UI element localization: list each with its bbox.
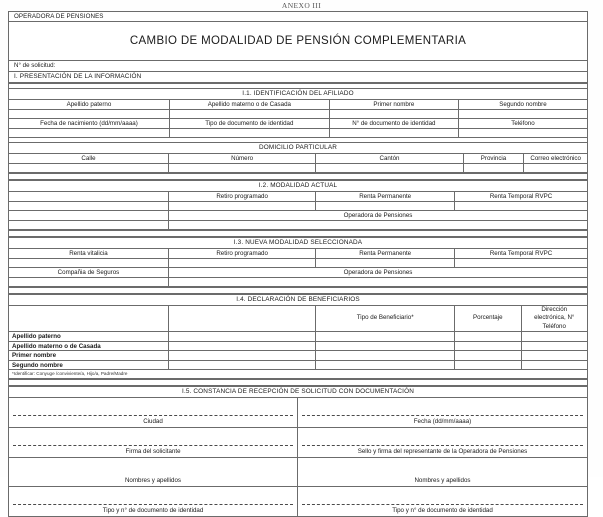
- col-direccion-line-3: Teléfono: [542, 322, 566, 330]
- input-benef-direccion-3[interactable]: [521, 351, 587, 360]
- input-segundo-nombre[interactable]: [458, 110, 587, 118]
- label-firma-solicitante: Firma del solicitante: [125, 448, 181, 455]
- signature-space-fecha[interactable]: [298, 398, 587, 415]
- col-canton: Cantón: [315, 154, 462, 163]
- modalidad-actual-operadora-row: [9, 211, 587, 221]
- domicilio-input-row[interactable]: [9, 164, 587, 173]
- col-beneficiario-blank-1: [9, 306, 168, 331]
- identificacion-header-row-2: [9, 119, 587, 129]
- label-tipo-documento-der: Tipo y n° de documento de identidad: [392, 507, 493, 514]
- nueva-modalidad-check-row[interactable]: [9, 259, 587, 268]
- input-benef-direccion-4[interactable]: [521, 361, 587, 370]
- constancia-cell-documento-der[interactable]: [298, 487, 587, 516]
- input-tipo-documento[interactable]: [169, 129, 329, 137]
- input-operadora-pensiones-nueva[interactable]: [168, 278, 587, 286]
- identificacion-input-row-1[interactable]: [9, 110, 587, 119]
- signature-space-nombres-der[interactable]: [298, 458, 587, 475]
- table-row[interactable]: [9, 342, 587, 352]
- col-direccion-line-1: Dirección: [541, 305, 568, 313]
- input-calle[interactable]: [9, 164, 168, 172]
- check-retiro-programado-nueva[interactable]: [168, 259, 315, 267]
- section-1-5-heading: I.5. CONSTANCIA DE RECEPCIÓN DE SOLICITUD CON DOCUMENTACIÓN: [9, 387, 587, 398]
- input-numero-documento[interactable]: [329, 129, 458, 137]
- constancia-cell-fecha[interactable]: [298, 398, 587, 427]
- col-renta-temporal-rvpc-nueva: Renta Temporal RVPC: [454, 249, 587, 258]
- input-benef-tipo-4[interactable]: [315, 361, 454, 370]
- input-benef-direccion-2[interactable]: [521, 342, 587, 351]
- check-retiro-programado-actual[interactable]: [168, 202, 315, 210]
- section-1-2-heading: I.2. MODALIDAD ACTUAL: [9, 181, 587, 192]
- constancia-row-ciudad-fecha: [9, 398, 587, 428]
- table-row[interactable]: [9, 361, 587, 371]
- input-benef-porcentaje-2[interactable]: [454, 342, 520, 351]
- signature-space-firma-solicitante[interactable]: [9, 428, 297, 445]
- modalidad-actual-operadora-input-row[interactable]: [9, 221, 587, 230]
- section-separator-1: [9, 173, 587, 181]
- nueva-modalidad-entidad-input-row[interactable]: [9, 278, 587, 287]
- anexo-label: ANEXO III: [281, 1, 322, 10]
- label-nombres-apellidos-der: Nombres y apellidos: [414, 477, 471, 484]
- check-renta-permanente-nueva[interactable]: [315, 259, 454, 267]
- modalidad-actual-check-row[interactable]: [9, 202, 587, 211]
- constancia-row-firmas: [9, 428, 587, 458]
- section-separator-2: [9, 230, 587, 238]
- table-row[interactable]: [9, 332, 587, 342]
- constancia-cell-ciudad[interactable]: [9, 398, 298, 427]
- label-compania-seguros: Compañia de Seguros: [57, 269, 120, 276]
- input-provincia[interactable]: [463, 164, 524, 172]
- col-numero-documento: N° de documento de identidad: [329, 119, 458, 128]
- col-numero: Número: [168, 154, 315, 163]
- solicitud-number-field[interactable]: N° de solicitud:: [9, 61, 587, 72]
- input-compania-seguros[interactable]: [9, 278, 168, 286]
- check-renta-permanente-actual[interactable]: [315, 202, 454, 210]
- input-apellido-materno[interactable]: [169, 110, 329, 118]
- label-nombres-apellidos-izq: Nombres y apellidos: [124, 477, 182, 484]
- constancia-row-nombres: [9, 458, 587, 487]
- beneficiarios-footnote: *Identificar: Conyuge /conviviente/a, Hijo/a, Padre/Madre: [9, 370, 587, 379]
- section-1-4-heading: I.4. DECLARACIÓN DE BENEFICIARIOS: [9, 295, 587, 306]
- col-renta-permanente-actual: Renta Permanente: [315, 192, 454, 201]
- domicilio-header-row: [9, 154, 587, 164]
- signature-space-sello-firma[interactable]: [298, 428, 587, 445]
- check-renta-vitalicia[interactable]: [9, 259, 168, 267]
- section-i-band: I. PRESENTACIÓN DE LA INFORMACIÓN: [9, 72, 587, 84]
- input-apellido-paterno[interactable]: [9, 110, 169, 118]
- identificacion-input-row-2[interactable]: [9, 129, 587, 138]
- table-row[interactable]: [9, 351, 587, 361]
- input-benef-porcentaje-1[interactable]: [454, 332, 520, 341]
- col-primer-nombre: Primer nombre: [329, 100, 458, 109]
- col-segundo-nombre: Segundo nombre: [458, 100, 587, 109]
- nueva-modalidad-entidad-row: [9, 268, 587, 278]
- input-benef-primer-nombre[interactable]: [168, 351, 315, 360]
- input-operadora-pensiones-actual[interactable]: [168, 221, 587, 229]
- constancia-row-documento: [9, 487, 587, 516]
- row-label-apellido-paterno: Apellido paterno: [12, 333, 61, 340]
- col-provincia: Provincia: [463, 154, 524, 163]
- section-1-1-heading: I.1. IDENTIFICACIÓN DEL AFILIADO: [9, 89, 587, 100]
- col-telefono: Teléfono: [458, 119, 587, 128]
- col-retiro-programado-actual: Retiro programado: [168, 192, 315, 201]
- section-1-3-heading: I.3. NUEVA MODALIDAD SELECCIONADA: [9, 238, 587, 249]
- check-modalidad-actual-blank[interactable]: [9, 202, 168, 210]
- col-retiro-programado-nueva: Retiro programado: [168, 249, 315, 258]
- input-benef-porcentaje-3[interactable]: [454, 351, 520, 360]
- domicilio-heading: DOMICILIO PARTICULAR: [9, 143, 587, 154]
- constancia-cell-sello-firma[interactable]: [298, 428, 587, 457]
- input-benef-tipo-1[interactable]: [315, 332, 454, 341]
- col-apellido-paterno: Apellido paterno: [66, 101, 112, 108]
- col-tipo-documento: Tipo de documento de identidad: [169, 119, 329, 128]
- operadora-actual-blank: [9, 211, 168, 220]
- label-sello-firma-representante: Sello y firma del representante de la Operadora de Pensiones: [357, 448, 528, 455]
- constancia-cell-nombres-izq[interactable]: [9, 458, 298, 486]
- col-correo-electronico: Correo electrónico: [523, 154, 587, 163]
- signature-space-documento-izq[interactable]: [9, 487, 297, 504]
- check-renta-temporal-actual[interactable]: [454, 202, 587, 210]
- col-beneficiario-blank-2: [168, 306, 315, 331]
- col-renta-permanente-nueva: Renta Permanente: [315, 249, 454, 258]
- operadora-header-strip: OPERADORA DE PENSIONES: [9, 12, 587, 22]
- input-fecha-nacimiento[interactable]: [9, 129, 169, 137]
- input-benef-porcentaje-4[interactable]: [454, 361, 520, 370]
- identificacion-header-row-1: [9, 100, 587, 110]
- signature-space-documento-der[interactable]: [298, 487, 587, 504]
- input-benef-apellido-materno[interactable]: [168, 342, 315, 351]
- label-operadora-pensiones-nueva: Operadora de Pensiones: [168, 268, 587, 277]
- nueva-modalidad-header-row: [9, 249, 587, 259]
- col-renta-vitalicia: Renta vitalicia: [69, 250, 108, 257]
- input-benef-apellido-paterno[interactable]: [168, 332, 315, 341]
- col-direccion-electronica-telefono: [521, 306, 587, 331]
- constancia-cell-documento-izq[interactable]: [9, 487, 298, 516]
- operadora-actual-input-blank[interactable]: [9, 221, 168, 229]
- input-primer-nombre[interactable]: [329, 110, 458, 118]
- col-modalidad-actual-blank: [9, 192, 168, 201]
- check-renta-temporal-nueva[interactable]: [454, 259, 587, 267]
- label-operadora-pensiones-actual: Operadora de Pensiones: [168, 211, 587, 220]
- constancia-cell-firma-solicitante[interactable]: [9, 428, 298, 457]
- col-calle: Calle: [81, 155, 96, 162]
- input-canton[interactable]: [315, 164, 462, 172]
- modalidad-actual-header-row: [9, 192, 587, 202]
- input-benef-segundo-nombre[interactable]: [168, 361, 315, 370]
- beneficiarios-header-row: [9, 306, 587, 332]
- label-tipo-documento-izq: Tipo y n° de documento de identidad: [102, 507, 204, 514]
- form-frame: [8, 11, 588, 517]
- label-fecha: Fecha (dd/mm/aaaa): [413, 418, 472, 425]
- row-label-segundo-nombre: Segundo nombre: [12, 361, 63, 369]
- title-block: [9, 22, 587, 61]
- input-benef-tipo-2[interactable]: [315, 342, 454, 351]
- input-benef-direccion-1[interactable]: [521, 332, 587, 341]
- col-porcentaje: Porcentaje: [454, 306, 520, 331]
- col-tipo-beneficiario: Tipo de Beneficiario*: [315, 306, 454, 331]
- col-renta-temporal-rvpc-actual: Renta Temporal RVPC: [454, 192, 587, 201]
- label-ciudad: Ciudad: [143, 418, 163, 425]
- col-direccion-line-2: electrónica, N°: [534, 314, 575, 322]
- col-apellido-materno: Apellido materno o de Casada: [169, 100, 329, 109]
- page-title: CAMBIO DE MODALIDAD DE PENSIÓN COMPLEMENTARIA: [129, 35, 467, 47]
- row-label-primer-nombre: Primer nombre: [12, 352, 57, 359]
- section-separator-4: [9, 379, 587, 387]
- row-label-apellido-materno: Apellido materno o de Casada: [12, 342, 101, 350]
- input-correo-electronico[interactable]: [523, 164, 587, 172]
- input-numero[interactable]: [168, 164, 315, 172]
- signature-space-ciudad[interactable]: [9, 398, 297, 415]
- input-benef-tipo-3[interactable]: [315, 351, 454, 360]
- section-separator-3: [9, 287, 587, 295]
- constancia-cell-nombres-der[interactable]: [298, 458, 587, 486]
- signature-space-nombres-izq[interactable]: [9, 458, 297, 475]
- input-telefono[interactable]: [458, 129, 587, 137]
- col-fecha-nacimiento: Fecha de nacimiento (dd/mm/aaaa): [40, 120, 138, 127]
